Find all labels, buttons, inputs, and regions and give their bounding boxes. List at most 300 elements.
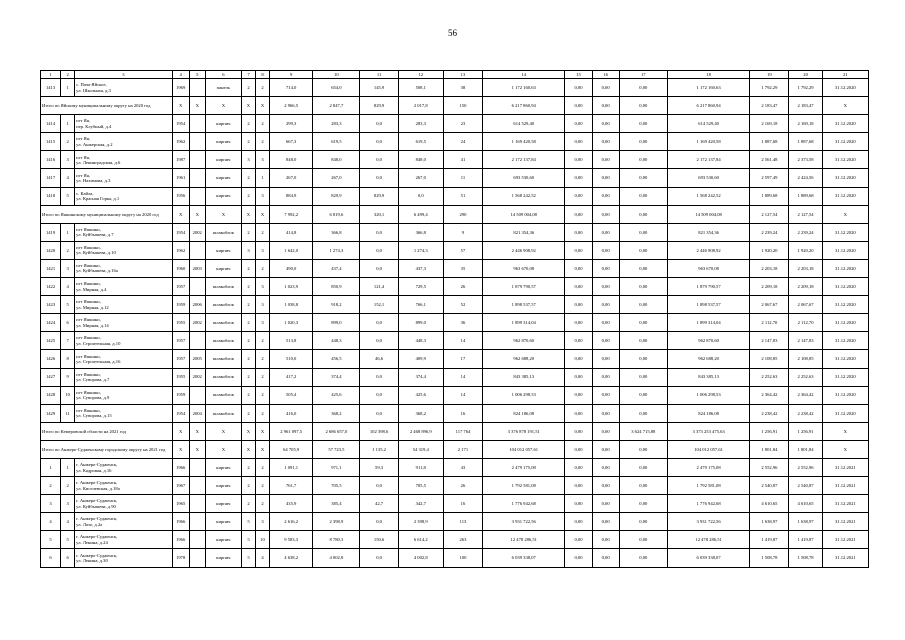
table-cell: 1 — [256, 169, 270, 187]
table-cell: 31.12.2020 — [822, 368, 868, 386]
table-cell: 1 169 420,58 — [483, 133, 565, 151]
table-cell: 6 039 338,07 — [483, 549, 565, 567]
table-cell: пгт Яя, ул. Ленинградская, д.6 — [75, 151, 172, 169]
table-cell: 1 — [61, 458, 75, 476]
table-cell: 14 — [443, 368, 482, 386]
table-cell: 2 169,18 — [750, 115, 789, 133]
table-cell: 1422 — [41, 278, 61, 296]
table-cell: 12 478 286,51 — [483, 531, 565, 549]
table-cell: 1 776 942,68 — [483, 495, 565, 513]
table-cell: 1429 — [41, 404, 61, 422]
table-cell: 1415 — [41, 133, 61, 151]
table-cell: 1966 — [172, 458, 189, 476]
table-cell: 3 — [256, 151, 270, 169]
table-cell: 31.12.2020 — [822, 332, 868, 350]
table-cell — [189, 549, 205, 567]
table-cell: 0,00 — [592, 278, 619, 296]
table-cell: 693 530,60 — [483, 169, 565, 187]
table-cell: 2002 — [189, 368, 205, 386]
table-cell: 0,00 — [592, 440, 619, 458]
table-row — [41, 513, 869, 531]
table-cell: 121,4 — [360, 278, 398, 296]
table-cell: 4 — [61, 513, 75, 531]
table-cell — [189, 278, 205, 296]
table-cell: 1959 — [172, 386, 189, 404]
table-cell — [189, 133, 205, 151]
table-cell: Итого по Яйскому муниципальному округу на 2020 год — [41, 97, 173, 115]
table-cell: 31.12.2020 — [822, 314, 868, 332]
table-cell: 366,8 — [398, 223, 443, 241]
table-cell — [189, 332, 205, 350]
table-cell: 417,2 — [270, 368, 313, 386]
table-cell: 2 446 908,92 — [667, 241, 749, 259]
table-cell: 5 — [241, 531, 255, 549]
table-cell: 0,00 — [565, 97, 592, 115]
table-cell: 0,00 — [565, 223, 592, 241]
table-cell: 456,5 — [313, 350, 360, 368]
table-cell: 9 583,3 — [270, 531, 313, 549]
table-cell: 4 — [256, 549, 270, 567]
table-cell: панель — [205, 79, 241, 97]
table-cell: 8 — [256, 71, 270, 79]
table-cell: с. Пача-Яйское, ул. Школьная, д.3 — [75, 79, 172, 97]
table-cell: X — [822, 440, 868, 458]
table-cell: 7 992,2 — [270, 205, 313, 223]
table-cell: 437,4 — [313, 259, 360, 277]
table-cell: 2004 — [189, 404, 205, 422]
table-cell: 2 017,8 — [398, 97, 443, 115]
table-cell: 21 — [822, 71, 868, 79]
table-cell: 2 — [256, 495, 270, 513]
table-cell: пгт Яшкино, ул. Куйбышева, д.10 — [75, 241, 172, 259]
table-cell: 0,00 — [619, 386, 667, 404]
table-cell: 31.12.2020 — [822, 296, 868, 314]
table-cell: 0,00 — [565, 79, 592, 97]
table-cell: X — [189, 422, 205, 440]
table-cell: 31.12.2020 — [822, 187, 868, 205]
table-cell: 1 792 581,08 — [667, 477, 749, 495]
table-cell: 1425 — [41, 332, 61, 350]
table-cell — [189, 458, 205, 476]
table-cell: 0,00 — [619, 205, 667, 223]
table-cell: 619,5 — [313, 133, 360, 151]
table-cell: 899,0 — [398, 314, 443, 332]
table-cell: г. Анжеро-Судженск, ул. Киселевская, д.18а — [75, 477, 172, 495]
table-cell: 1962 — [172, 133, 189, 151]
table-cell: 1 638,97 — [750, 513, 789, 531]
table-cell: 0,0 — [360, 549, 398, 567]
table-cell: 1421 — [41, 259, 61, 277]
table-cell: кирпич — [205, 241, 241, 259]
table-cell: 3 — [61, 259, 75, 277]
table-cell: 5 — [241, 549, 255, 567]
table-cell: 0,00 — [565, 477, 592, 495]
table-cell: 0,0 — [360, 133, 398, 151]
table-cell: 829,9 — [313, 187, 360, 205]
table-cell: 0,00 — [565, 404, 592, 422]
table-cell: шлакоблок — [205, 386, 241, 404]
table-cell: 19 — [750, 71, 789, 79]
table-row — [41, 549, 869, 567]
table-cell: 705,5 — [313, 477, 360, 495]
table-cell: 0,00 — [619, 314, 667, 332]
table-cell: 1 020,3 — [270, 314, 313, 332]
table-cell: 0,00 — [619, 278, 667, 296]
table-cell: 54 319,4 — [398, 440, 443, 458]
table-cell: 57 723,5 — [313, 440, 360, 458]
table-cell: 17 — [443, 350, 482, 368]
table-cell: 2 203,18 — [750, 259, 789, 277]
table-cell: 0,00 — [619, 259, 667, 277]
table-cell: 0,00 — [565, 513, 592, 531]
table-cell: 843 385,13 — [667, 368, 749, 386]
table-cell: 0,00 — [565, 133, 592, 151]
table-cell — [189, 79, 205, 97]
table-cell: 7 — [241, 71, 255, 79]
table-cell: 64 705,9 — [270, 440, 313, 458]
table-cell: 829,9 — [360, 97, 398, 115]
table-cell: 0,00 — [565, 495, 592, 513]
table-cell: 2 847,7 — [313, 97, 360, 115]
table-cell: 6 039 338,07 — [667, 549, 749, 567]
table-cell: 1 568 242,52 — [667, 187, 749, 205]
table-cell: X — [256, 97, 270, 115]
table-cell: 1955 — [172, 368, 189, 386]
table-cell: 3 — [61, 151, 75, 169]
table-cell: 8 780,3 — [313, 531, 360, 549]
table-cell: X — [256, 440, 270, 458]
table-cell: 263 — [443, 531, 482, 549]
table-cell — [189, 241, 205, 259]
table-cell: 2 — [61, 241, 75, 259]
table-cell: 2 147,83 — [789, 332, 822, 350]
table-cell: 1 642,0 — [270, 241, 313, 259]
table-cell: 0,0 — [360, 404, 398, 422]
table-cell: 385,4 — [313, 495, 360, 513]
table-cell: 11 — [61, 404, 75, 422]
table-cell: 2 — [256, 404, 270, 422]
table-cell: 43 — [443, 458, 482, 476]
table-row — [41, 133, 869, 151]
table-cell: 729,5 — [398, 278, 443, 296]
table-cell: пгт Яя, ул. Анжерская, д.2 — [75, 133, 172, 151]
table-cell: 117 764 — [443, 422, 482, 440]
table-cell: 2 112,70 — [750, 314, 789, 332]
table-cell: 4 — [172, 71, 189, 79]
table-cell: 0,00 — [592, 115, 619, 133]
table-row — [41, 368, 869, 386]
table-cell — [189, 513, 205, 531]
table-cell: 366,8 — [313, 223, 360, 241]
table-cell: 0,00 — [592, 350, 619, 368]
table-cell: 1 792,29 — [750, 79, 789, 97]
table-cell: 414,8 — [270, 223, 313, 241]
table-cell: 1 508,78 — [789, 549, 822, 567]
table-cell: Итого по Кемеровской области на 2021 год — [41, 422, 173, 440]
table-cell: 0,00 — [592, 531, 619, 549]
table-cell: 2 479 175,08 — [483, 458, 565, 476]
table-cell: 0,0 — [360, 314, 398, 332]
table-cell: 1957 — [172, 278, 189, 296]
table-cell: 1 879 790,57 — [667, 278, 749, 296]
table-cell: 0,00 — [592, 477, 619, 495]
table-cell: 1 889,68 — [789, 187, 822, 205]
table-cell: 1 568 242,52 — [483, 187, 565, 205]
table-cell: пгт Яшкино, ул. Строительная, д.16 — [75, 350, 172, 368]
table-cell: 2 — [256, 477, 270, 495]
table-cell: 0,00 — [619, 79, 667, 97]
table-row — [41, 79, 869, 97]
table-cell: 290 — [443, 205, 482, 223]
table-cell: 1957 — [172, 350, 189, 368]
table-cell: 1 274,3 — [313, 241, 360, 259]
table-cell: 31.12.2021 — [822, 549, 868, 567]
table-cell: 3 — [75, 71, 172, 79]
table-cell: 14 509 004,08 — [667, 205, 749, 223]
table-cell: 0,0 — [360, 241, 398, 259]
table-cell: 1 172 160,63 — [483, 79, 565, 97]
table-cell: 6 217 860,94 — [667, 97, 749, 115]
table-cell: 145,9 — [360, 79, 398, 97]
table-cell: 962 688,20 — [667, 350, 749, 368]
table-cell: 0,00 — [619, 223, 667, 241]
table-cell: 2 597,49 — [750, 169, 789, 187]
table-cell: 1424 — [41, 314, 61, 332]
table-cell: 1962 — [172, 241, 189, 259]
table-cell: шлакоблок — [205, 332, 241, 350]
table-cell: 38 — [443, 79, 482, 97]
table-cell: 0,00 — [565, 187, 592, 205]
table-cell: X — [241, 422, 255, 440]
table-cell: 437,3 — [398, 259, 443, 277]
table-cell: 1965 — [172, 495, 189, 513]
table-cell: 2 — [256, 332, 270, 350]
table-cell: 41 — [443, 151, 482, 169]
table-cell: X — [256, 422, 270, 440]
table-row — [41, 278, 869, 296]
table-cell: 16 — [443, 495, 482, 513]
table-cell: 6 — [205, 71, 241, 79]
table-cell: 963 670,08 — [667, 259, 749, 277]
table-cell: шлакоблок — [205, 368, 241, 386]
table-cell: 26 — [443, 477, 482, 495]
table-cell: 0,00 — [565, 169, 592, 187]
table-cell: 0,0 — [398, 187, 443, 205]
table-cell: 0,00 — [592, 223, 619, 241]
table-cell: 2 108,85 — [750, 350, 789, 368]
table-cell: 5 — [189, 71, 205, 79]
table-cell: 3 — [241, 241, 255, 259]
housing-repair-table — [40, 70, 869, 568]
table-cell: 0,00 — [565, 368, 592, 386]
table-cell: 1 419,87 — [789, 531, 822, 549]
table-cell: 848,0 — [313, 151, 360, 169]
table-cell — [189, 495, 205, 513]
table-cell: 1 920,20 — [750, 241, 789, 259]
table-cell: 1 256,91 — [789, 422, 822, 440]
table-cell: 13 — [443, 71, 482, 79]
table-cell: 0,00 — [565, 531, 592, 549]
table-header-row — [41, 71, 869, 79]
table-cell: кирпич — [205, 187, 241, 205]
table-cell: 18 — [667, 71, 749, 79]
table-cell: 3 931 722,56 — [667, 513, 749, 531]
table-cell: X — [189, 440, 205, 458]
table-cell: 3 — [256, 314, 270, 332]
table-cell: 2 169,18 — [789, 115, 822, 133]
table-cell: 1 — [41, 458, 61, 476]
table-cell: 1 887,68 — [789, 133, 822, 151]
table-cell: 1417 — [41, 169, 61, 187]
table-cell: 0,00 — [565, 386, 592, 404]
table-cell: 0,00 — [565, 259, 592, 277]
table-cell: 0,00 — [592, 368, 619, 386]
table-cell: шлакоблок — [205, 223, 241, 241]
table-cell: 2 373,58 — [789, 151, 822, 169]
table-cell: кирпич — [205, 458, 241, 476]
table-cell: 1418 — [41, 187, 61, 205]
table-cell: 6 — [61, 549, 75, 567]
table-cell: 0,00 — [619, 241, 667, 259]
table-cell: 963 670,08 — [483, 259, 565, 277]
table-cell: 2 — [241, 350, 255, 368]
table-cell: 505,4 — [270, 386, 313, 404]
table-cell: 368,2 — [398, 404, 443, 422]
table-cell: 1 899 314,04 — [667, 314, 749, 332]
table-cell: 14 — [443, 332, 482, 350]
table-cell: 0,00 — [592, 187, 619, 205]
table-cell: 14 509 004,08 — [483, 205, 565, 223]
table-cell: 2 — [241, 368, 255, 386]
table-cell: 0,0 — [360, 115, 398, 133]
table-cell: пгт Яя, ул. Нахимова, д.3 — [75, 169, 172, 187]
table-cell: шлакоблок — [205, 404, 241, 422]
table-cell: 409,9 — [398, 350, 443, 368]
table-cell: 1 792,29 — [789, 79, 822, 97]
table-cell: 36 — [443, 314, 482, 332]
table-cell: 5 — [61, 296, 75, 314]
table-cell: 31.12.2021 — [822, 477, 868, 495]
table-cell: 2003 — [189, 259, 205, 277]
table-cell: 5 — [61, 531, 75, 549]
table-row — [41, 404, 869, 422]
table-cell: 31.12.2020 — [822, 133, 868, 151]
table-cell: 31.12.2020 — [822, 79, 868, 97]
table-cell — [189, 151, 205, 169]
table-cell: 0,0 — [360, 169, 398, 187]
table-cell: 31.12.2020 — [822, 223, 868, 241]
table-cell: 0,00 — [565, 332, 592, 350]
table-cell: X — [241, 440, 255, 458]
table-cell: 0,00 — [592, 97, 619, 115]
table-cell: 0,00 — [619, 133, 667, 151]
table-cell: 899,0 — [313, 314, 360, 332]
table-cell: 0,00 — [592, 422, 619, 440]
table-cell: 8 — [61, 350, 75, 368]
table-cell: 761,7 — [270, 477, 313, 495]
table-cell: 6 819,6 — [313, 205, 360, 223]
table-cell: 0,0 — [360, 223, 398, 241]
table-cell: 113 — [443, 513, 482, 531]
table-cell: 4 — [41, 513, 61, 531]
table-cell: 0,0 — [360, 368, 398, 386]
table-cell: кирпич — [205, 513, 241, 531]
table-cell: 848,0 — [398, 151, 443, 169]
table-cell: 2 616,2 — [270, 513, 313, 531]
table-cell: 10 — [256, 531, 270, 549]
table-cell: 9 — [443, 223, 482, 241]
table-cell: 3 — [61, 495, 75, 513]
table-row — [41, 350, 869, 368]
table-cell: кирпич — [205, 477, 241, 495]
table-cell: 2 252,63 — [789, 368, 822, 386]
table-cell: 2 — [256, 259, 270, 277]
table-cell: 31.12.2020 — [822, 404, 868, 422]
table-cell: 1427 — [41, 368, 61, 386]
table-cell: 0,00 — [619, 296, 667, 314]
table-cell: 0,00 — [592, 404, 619, 422]
table-cell: 843 385,13 — [483, 368, 565, 386]
table-row — [41, 314, 869, 332]
table-cell: кирпич — [205, 549, 241, 567]
table-cell: 850,9 — [313, 278, 360, 296]
table-cell: 619,5 — [398, 133, 443, 151]
table-cell: 1 023,9 — [270, 278, 313, 296]
table-cell: 4 002,8 — [398, 549, 443, 567]
table-cell: 2 252,63 — [750, 368, 789, 386]
table-cell: кирпич — [205, 259, 241, 277]
table-cell: 31.12.2020 — [822, 169, 868, 187]
table-cell: 0,00 — [592, 241, 619, 259]
table-cell: 0,00 — [592, 495, 619, 513]
table-cell: 2 — [256, 350, 270, 368]
table-total-row — [41, 205, 869, 223]
table-cell: 2 398,9 — [313, 513, 360, 531]
table-cell: 31.12.2020 — [822, 151, 868, 169]
table-cell: 448,3 — [313, 332, 360, 350]
table-cell: Итого по Яшкинскому муниципальному округу на 2020 год — [41, 205, 173, 223]
table-cell: кирпич — [205, 115, 241, 133]
table-cell: 3 — [256, 513, 270, 531]
table-cell: 1423 — [41, 296, 61, 314]
table-cell: 705,5 — [398, 477, 443, 495]
table-cell: 59,3 — [360, 458, 398, 476]
table-cell: 2 561,48 — [750, 151, 789, 169]
table-cell: 4 — [61, 169, 75, 187]
table-cell: X — [189, 97, 205, 115]
table-cell: 0,00 — [592, 79, 619, 97]
table-cell: 2 — [256, 133, 270, 151]
table-cell: 0,00 — [592, 549, 619, 567]
table-cell: 3 — [41, 495, 61, 513]
table-cell: 918,2 — [313, 296, 360, 314]
table-cell: 0,00 — [619, 440, 667, 458]
table-cell: 1957 — [172, 332, 189, 350]
table-cell: 2 127,54 — [750, 205, 789, 223]
table-cell: 1955 — [172, 314, 189, 332]
table-cell: 1956 — [172, 187, 189, 205]
table-cell: 20 — [789, 71, 822, 79]
table-cell: 1 898 537,57 — [483, 296, 565, 314]
table-cell: X — [241, 97, 255, 115]
table-cell: 0,00 — [619, 368, 667, 386]
page-number: 56 — [448, 28, 457, 38]
table-cell: пгт Яшкино, ул. Строительная, д.10 — [75, 332, 172, 350]
table-cell: 0,0 — [360, 259, 398, 277]
table-cell: 614 529,40 — [483, 115, 565, 133]
table-cell: 16 — [592, 71, 619, 79]
table-cell: 5 — [241, 513, 255, 531]
